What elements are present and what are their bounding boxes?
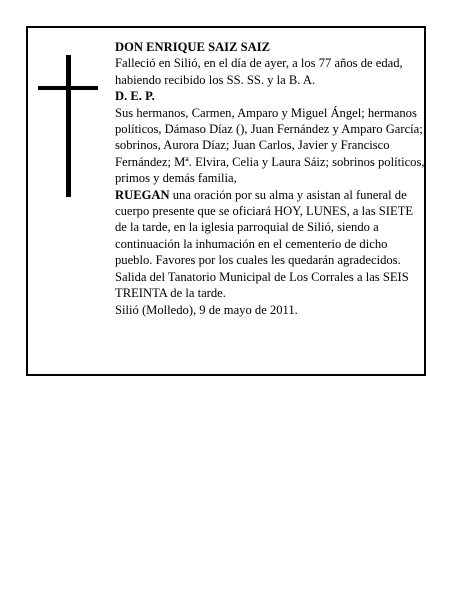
family-list: Sus hermanos, Carmen, Amparo y Miguel Ángel; hermanos políticos, Dámaso Díaz (), Juan Fernández y Amparo García; sobrinos, Aurora Díaz; Juan Carlos, Javier y Francisco Fernández; Mª. Elvira, Celia y Laura Sáiz; sobrinos políticos, primos y demás familia, xyxy=(115,105,425,186)
request-text: una oración por su alma y asistan al funeral de cuerpo presente que se oficiará HOY, LUNES, a las SIETE de la tarde, en la iglesia parroquial de Silió, siendo a continuación la inhumación en el cementerio de dicho pueblo. Favores por los cuales les quedarán agradecidos. Salida del Tanatorio Municipal de Los Corrales a las SEIS TREINTA de la tarde. xyxy=(115,187,414,301)
funeral-request xyxy=(115,187,425,302)
deceased-name: DON ENRIQUE SAIZ SAIZ xyxy=(115,40,271,54)
cross-icon xyxy=(38,55,98,197)
rip-line: D. E. P. xyxy=(115,89,155,104)
notice-body xyxy=(115,39,425,318)
request-lead-word: RUEGAN xyxy=(115,187,170,202)
death-announcement: Falleció en Silió, en el día de ayer, a los 77 años de edad, habiendo recibido los SS. SS. y la B. A. xyxy=(115,56,403,87)
cross-vertical-bar xyxy=(66,55,71,197)
cross-horizontal-bar xyxy=(38,86,98,90)
obituary-notice xyxy=(26,26,426,376)
place-date: Silió (Molledo), 9 de mayo de 2011. xyxy=(115,302,298,317)
